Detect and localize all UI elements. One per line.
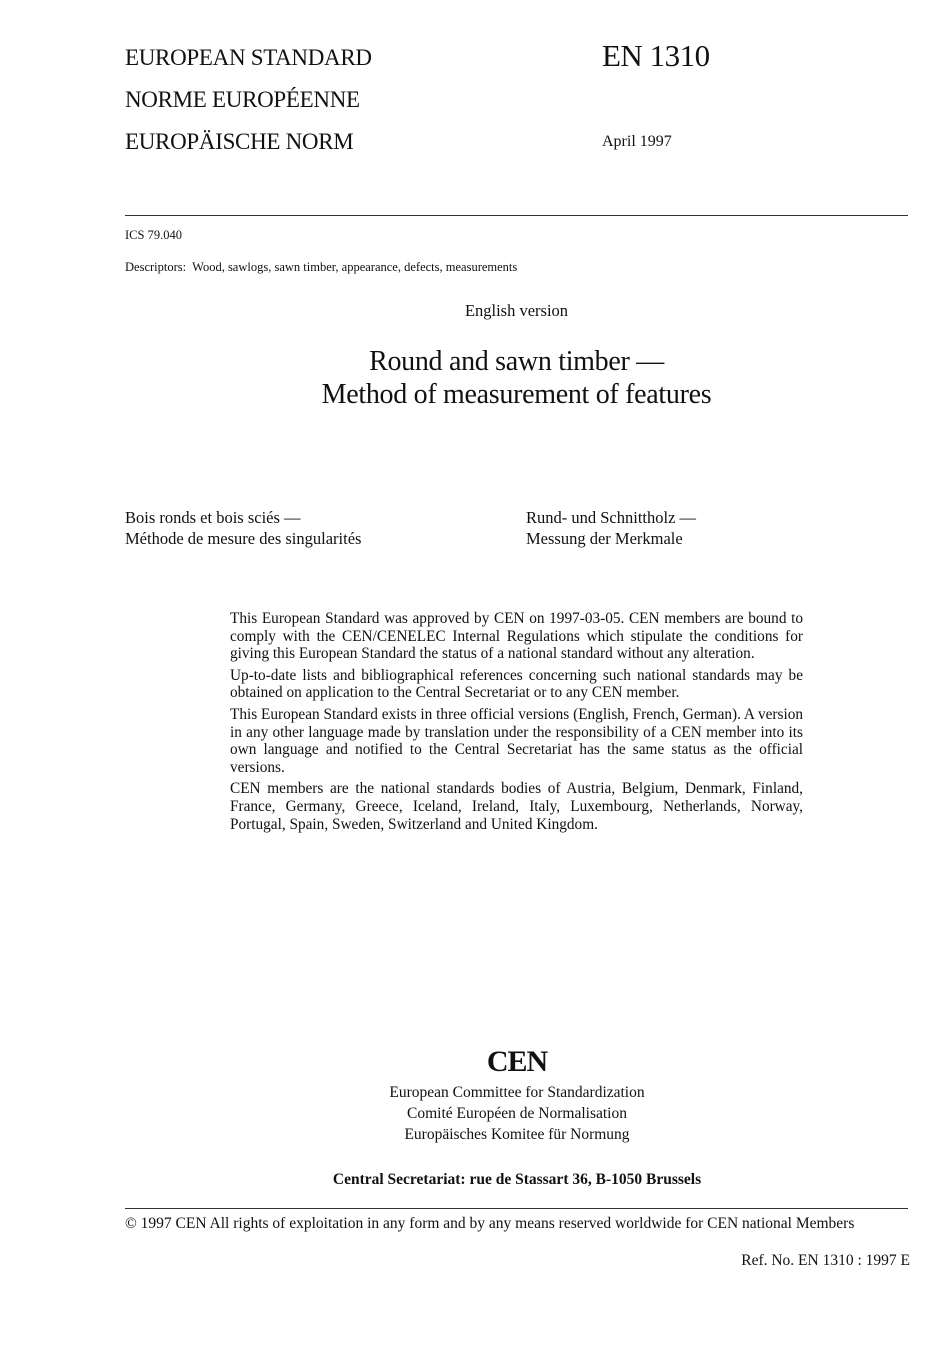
version-label: English version bbox=[464, 301, 569, 320]
reference-number: Ref. No. EN 1310 : 1997 E bbox=[741, 1252, 910, 1269]
german-title-line-1: Rund- und Schnittholz — bbox=[526, 508, 697, 527]
german-title-line-2: Messung der Merkmale bbox=[526, 529, 683, 548]
standard-heading-french: NORME EUROPÉENNE bbox=[125, 87, 360, 112]
approval-notice bbox=[230, 610, 803, 837]
french-title-line-1: Bois ronds et bois sciés — bbox=[125, 508, 301, 527]
descriptors-label: Descriptors: bbox=[125, 260, 187, 274]
german-title bbox=[526, 507, 696, 549]
paragraph-approval: This European Standard was approved by CEN on 1997-03-05. CEN members are bound to comply with the CEN/CENELEC Internal Regulations which stipulate the conditions for giving this European Standard the status of a national standard without any alteration. bbox=[230, 610, 803, 663]
committee-name-english: European Committee for Standardization bbox=[389, 1084, 645, 1101]
standard-number: EN 1310 bbox=[602, 38, 710, 73]
french-title-line-2: Méthode de mesure des singularités bbox=[125, 529, 362, 548]
title-line-1: Round and sawn timber — bbox=[369, 346, 664, 377]
paragraph-versions: This European Standard exists in three official versions (English, French, German). A version in any other language made by translation under the responsibility of a CEN member into its own language and notified to the Central Secretariat has the same status as the official versions. bbox=[230, 705, 803, 776]
descriptors-value: Wood, sawlogs, sawn timber, appearance, defects, measurements bbox=[192, 260, 518, 274]
publication-date: April 1997 bbox=[602, 133, 672, 150]
standard-heading-german: EUROPÄISCHE NORM bbox=[125, 129, 354, 154]
paragraph-members: CEN members are the national standards bodies of Austria, Belgium, Denmark, Finland, France, Germany, Greece, Iceland, Ireland, Italy, Luxembourg, Netherlands, Norway, Portugal, Spain, Sweden, Switzerland and United Kingdom. bbox=[230, 780, 803, 833]
descriptors-line bbox=[125, 260, 517, 275]
footer-divider bbox=[125, 1208, 908, 1209]
title-line-2: Method of measurement of features bbox=[321, 379, 712, 410]
standard-heading-english: EUROPEAN STANDARD bbox=[125, 45, 372, 70]
committee-names bbox=[0, 1082, 950, 1145]
committee-name-french: Comité Européen de Normalisation bbox=[407, 1105, 627, 1122]
copyright-notice: © 1997 CEN All rights of exploitation in any form and by any means reserved worldwide for CEN national Members bbox=[125, 1215, 855, 1232]
document-title bbox=[125, 345, 908, 411]
ics-code: ICS 79.040 bbox=[125, 228, 182, 242]
header-divider bbox=[125, 215, 908, 216]
committee-name-german: Europäisches Komitee für Normung bbox=[404, 1126, 630, 1143]
french-title bbox=[125, 507, 361, 549]
central-secretariat: Central Secretariat: rue de Stassart 36, B-1050 Brussels bbox=[332, 1171, 702, 1188]
paragraph-references: Up-to-date lists and bibliographical references concerning such national standards may be obtained on application to the Central Secretariat or to any CEN member. bbox=[230, 666, 803, 702]
cen-logo: CEN bbox=[486, 1045, 548, 1078]
